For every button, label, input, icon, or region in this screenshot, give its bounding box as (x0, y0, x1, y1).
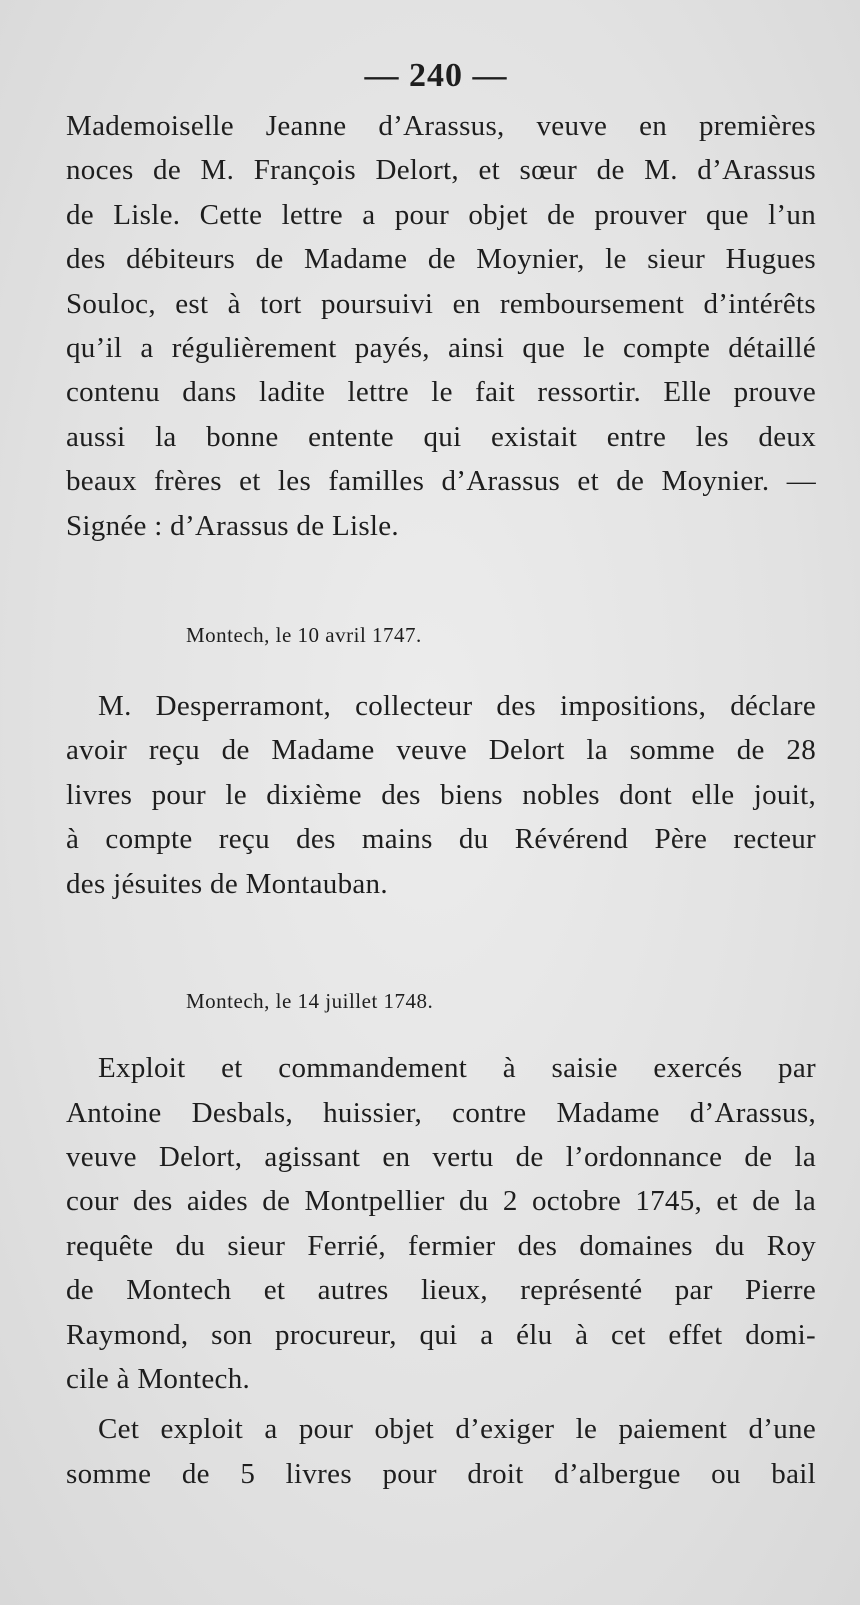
text-line: requête du sieur Ferrié, fermier des domaines du Roy (66, 1229, 816, 1262)
text-line: contenu dans ladite lettre le fait ressortir. Elle prouve (66, 376, 816, 409)
paragraph-exploit (66, 1046, 816, 1401)
text-line: des débiteurs de Madame de Moynier, le sieur Hugues (66, 243, 816, 276)
text-line: Souloc, est à tort poursuivi en remboursement d’intérêts (66, 287, 816, 320)
text-line: veuve Delort, agissant en vertu de l’ordonnance de la (66, 1140, 816, 1173)
text-line: des jésuites de Montauban. (66, 867, 388, 900)
text-line: livres pour le dixième des biens nobles dont elle jouit, (66, 778, 816, 811)
paragraph-desperramont (66, 684, 816, 906)
text-line: de Lisle. Cette lettre a pour objet de prouver que l’un (66, 198, 816, 231)
text-line: à compte reçu des mains du Révérend Père recteur (66, 823, 816, 856)
text-line: de Montech et autres lieux, représenté par Pierre (66, 1274, 816, 1307)
text-line: cile à Montech. (66, 1362, 251, 1395)
page-number: — 240 — (364, 57, 508, 94)
text-line: M. Desperramont, collecteur des impositions, déclare (98, 690, 816, 723)
text-line: Signée : d’Arassus de Lisle. (66, 509, 399, 542)
text-line: aussi la bonne entente qui existait entre les deux (66, 420, 816, 453)
text-line: cour des aides de Montpellier du 2 octobre 1745, et de la (66, 1185, 816, 1218)
dateline: Montech, le 14 juillet 1748. (186, 989, 434, 1014)
text-line: Antoine Desbals, huissier, contre Madame d’Arassus, (66, 1096, 816, 1129)
text-line: qu’il a régulièrement payés, ainsi que le compte détaillé (66, 332, 816, 365)
text-line: Cet exploit a pour objet d’exiger le paiement d’une (98, 1413, 816, 1446)
text-line: noces de M. François Delort, et sœur de M. d’Arassus (66, 154, 816, 187)
text-line: somme de 5 livres pour droit d’albergue ou bail (66, 1457, 816, 1490)
text-line: Mademoiselle Jeanne d’Arassus, veuve en premières (66, 110, 816, 142)
text-line: Exploit et commandement à saisie exercés par (98, 1052, 816, 1085)
text-line: avoir reçu de Madame veuve Delort la somme de 28 (66, 734, 816, 767)
dateline: Montech, le 10 avril 1747. (186, 623, 422, 648)
text-line: Raymond, son procureur, qui a élu à cet effet domi- (66, 1318, 816, 1351)
text-line: beaux frères et les familles d’Arassus et de Moynier. — (66, 465, 816, 498)
paragraph-exploit-object (66, 1407, 816, 1496)
paragraph-letter-summary (66, 104, 816, 548)
